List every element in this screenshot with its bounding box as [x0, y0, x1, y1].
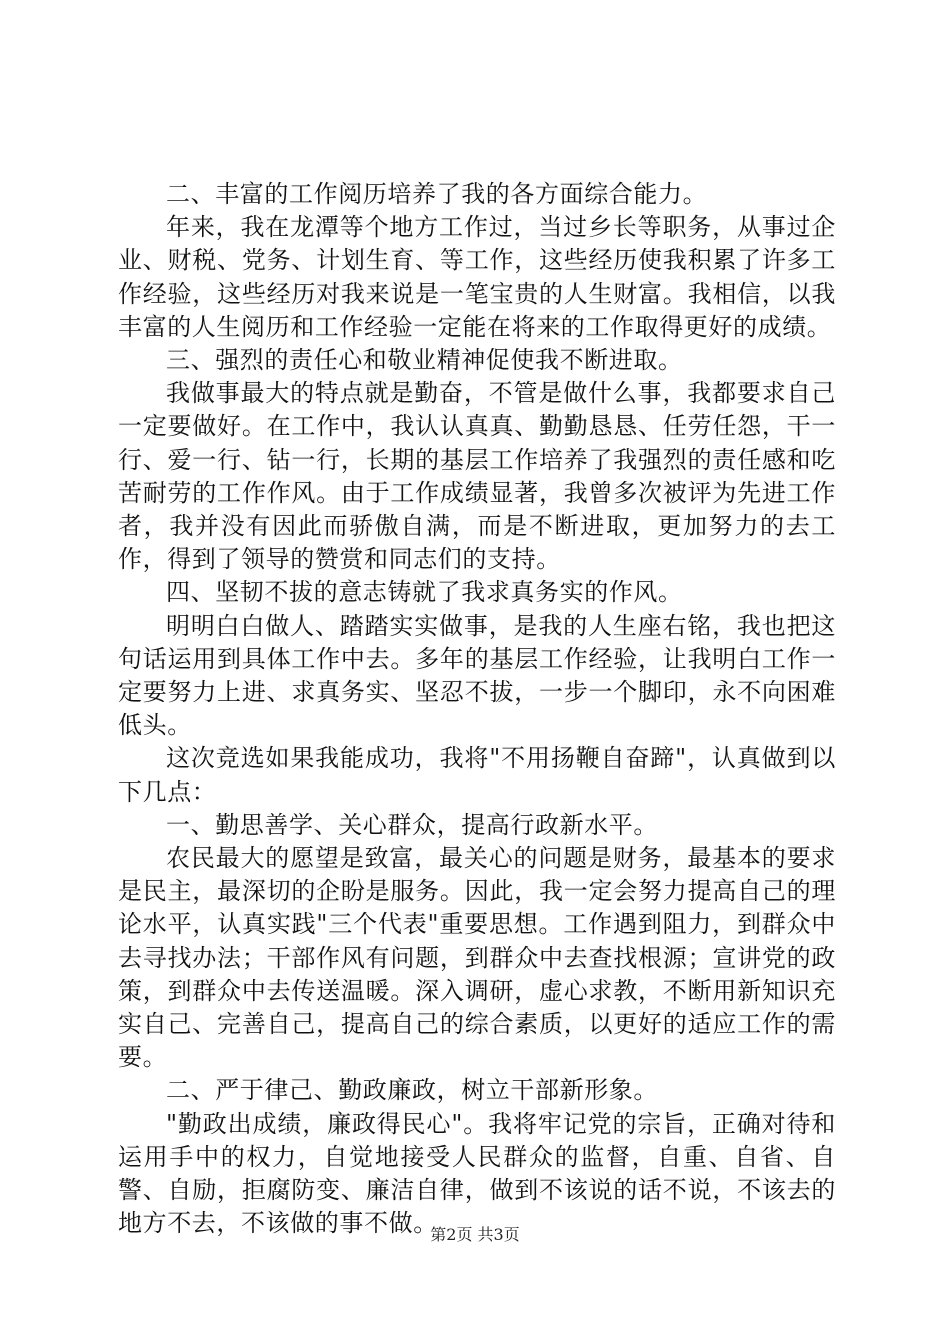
paragraph: 明明白白做人、踏踏实实做事，是我的人生座右铭，我也把这句话运用到具体工作中去。多年的基层工作经验，让我明白工作一定要努力上进、求真务实、坚忍不拔，一步一个脚印，永不向困难低头。 — [118, 611, 836, 740]
paragraph: 三、强烈的责任心和敬业精神促使我不断进取。 — [166, 346, 683, 375]
paragraph: 四、坚韧不拔的意志铸就了我求真务实的作风。 — [166, 578, 683, 607]
paragraph: 我做事最大的特点就是勤奋，不管是做什么事，我都要求自己一定要做好。在工作中，我认认真真、勤勤恳恳、任劳任怨，干一行、爱一行、钻一行，长期的基层工作培养了我强烈的责任感和吃苦耐劳的工作作风。由于工作成绩显著，我曾多次被评为先进工作者，我并没有因此而骄傲自满，而是不断进取，更加努力的去工作，得到了领导的赞赏和同志们的支持。 — [118, 379, 836, 574]
page-footer: 第2页 共3页 — [430, 1225, 520, 1244]
paragraph: 年来，我在龙潭等个地方工作过，当过乡长等职务，从事过企业、财税、党务、计划生育、等工作，这些经历使我积累了许多工作经验，这些经历对我来说是一笔宝贵的人生财富。我相信，以我丰富的人生阅历和工作经验一定能在将来的工作取得更好的成绩。 — [118, 213, 836, 341]
paragraph: "勤政出成绩，廉政得民心"。我将牢记党的宗旨，正确对待和运用手中的权力，自觉地接受人民群众的监督，自重、自省、自警、自励，拒腐防变、廉洁自律，做到不该说的话不说，不该去的地方不去，不该做的事不做。 — [118, 1109, 836, 1238]
paragraph: 二、丰富的工作阅历培养了我的各方面综合能力。 — [166, 180, 708, 208]
paragraph: 这次竞选如果我能成功，我将"不用扬鞭自奋蹄"，认真做到以下几点： — [118, 744, 836, 806]
document-body — [118, 178, 836, 1241]
paragraph: 一、勤思善学、关心群众，提高行政新水平。 — [166, 810, 658, 839]
paragraph: 农民最大的愿望是致富，最关心的问题是财务，最基本的要求是民主，最深切的企盼是服务。因此，我一定会努力提高自己的理论水平，认真实践"三个代表"重要思想。工作遇到阻力，到群众中去寻找办法；干部作风有问题，到群众中去查找根源；宣讲党的政策，到群众中去传送温暖。深入调研，虚心求教，不断用新知识充实自己、完善自己，提高自己的综合素质，以更好的适应工作的需要。 — [118, 844, 836, 1072]
paragraph: 二、严于律己、勤政廉政，树立干部新形象。 — [166, 1076, 658, 1105]
